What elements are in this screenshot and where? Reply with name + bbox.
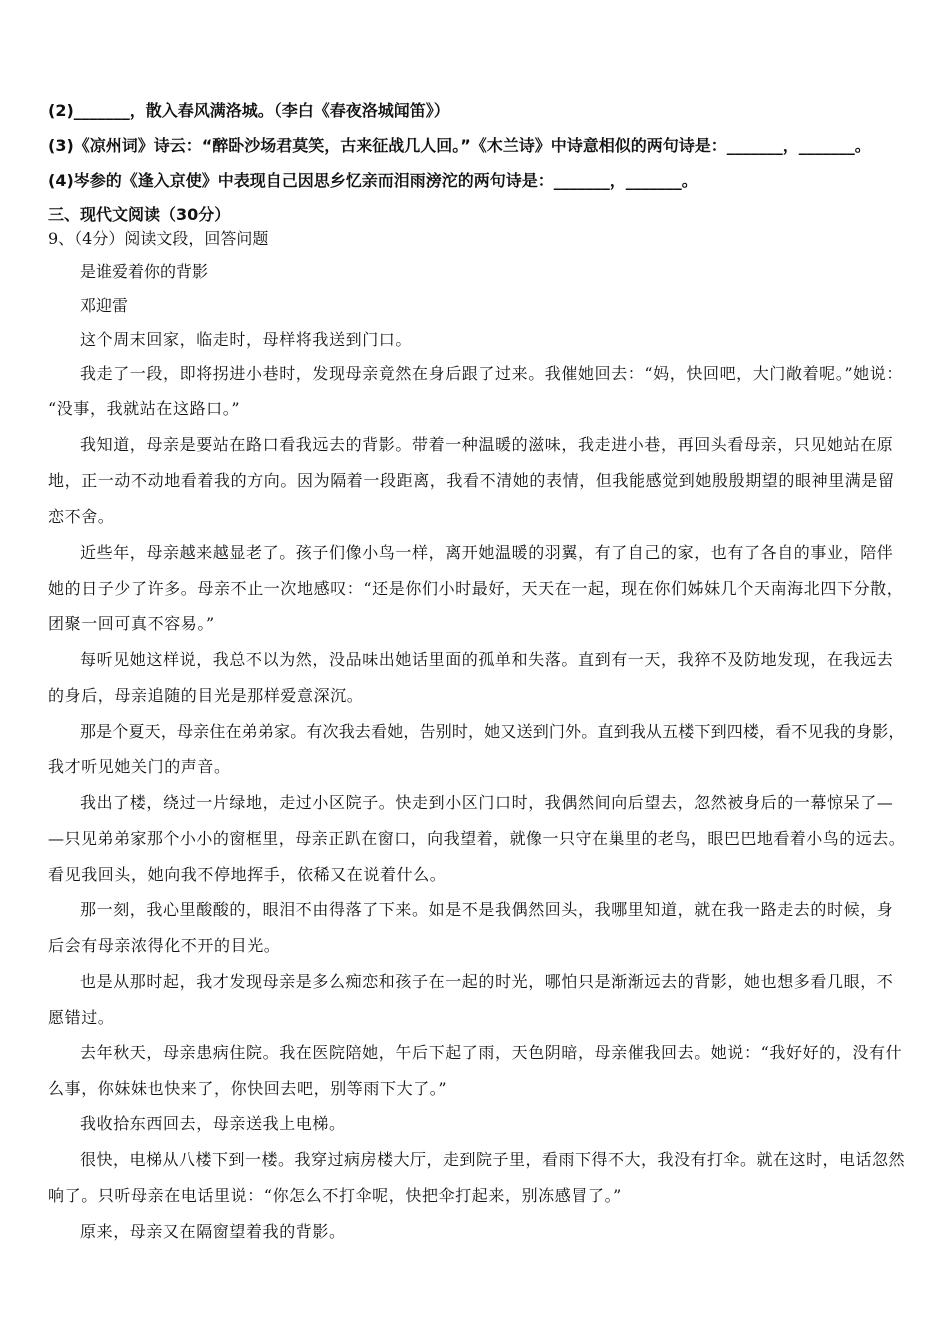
article-line: 我出了楼，绕过一片绿地，走过小区院子。快走到小区门口时，我偶然间向后望去，忽然被身后的一幕惊呆了—	[80, 793, 894, 812]
article-line: 我走了一段，即将拐进小巷时，发现母亲竟然在身后跟了过来。我催她回去：“妈，快回吧，大门敞着呢。”她说：	[80, 364, 903, 383]
article-line: 我知道，母亲是要站在路口看我远去的背影。带着一种温暖的滋味，我走进小巷，再回头看母亲，只见她站在原	[80, 435, 894, 454]
poem-question-3: (3)《凉州词》诗云：“醉卧沙场君莫笑，古来征战几人回。”《木兰诗》中诗意相似的两句诗是：_______，_______。	[48, 136, 871, 155]
article-line: 地，正一动不动地看着我的方向。因为隔着一段距离，我看不清她的表情，但我能感觉到她殷殷期望的眼神里满是留	[48, 471, 895, 490]
article-line: 么事，你妹妹也快来了，你快回去吧，别等雨下大了。”	[48, 1079, 448, 1098]
poem-question-4: (4)岑参的《逢入京使》中表现自己因思乡忆亲而泪雨滂沱的两句诗是：_______，_______。	[48, 171, 698, 190]
article-line: 我才听见她关门的声音。	[48, 757, 231, 776]
article-line: 也是从那时起，我才发现母亲是多么痴恋和孩子在一起的时光，哪怕只是渐渐远去的背影，她也想多看几眼，不	[80, 972, 894, 991]
article-title: 是谁爱着你的背影	[80, 262, 209, 281]
article-author: 邓迎雷	[80, 296, 129, 315]
article-line: 的身后，母亲追随的目光是那样爱意深沉。	[48, 686, 364, 705]
section-heading: 三、现代文阅读（30分）	[48, 205, 231, 224]
article-line: 恋不舍。	[48, 507, 115, 526]
article-line: 我收拾东西回去，母亲送我上电梯。	[80, 1114, 346, 1133]
article-line: —只见弟弟家那个小小的窗框里，母亲正趴在窗口，向我望着，就像一只守在巢里的老鸟，眼巴巴地看着小鸟的远去。	[48, 829, 906, 848]
article-line: “没事，我就站在这路口。”	[48, 399, 241, 418]
article-line: 那一刻，我心里酸酸的，眼泪不由得落了下来。如是不是我偶然回头，我哪里知道，就在我一路走去的时候，身	[80, 900, 894, 919]
article-line: 后会有母亲浓得化不开的目光。	[48, 936, 281, 955]
article-line: 愿错过。	[48, 1008, 115, 1027]
article-line: 那是个夏天，母亲住在弟弟家。有次我去看她，告别时，她又送到门外。直到我从五楼下到四楼，看不见我的身影，	[80, 722, 905, 741]
article-line: 响了。只听母亲在电话里说：“你怎么不打伞呢，快把伞打起来，别冻感冒了。”	[48, 1186, 622, 1205]
article-line: 团聚一回可真不容易。”	[48, 614, 215, 633]
article-line: 每听见她这样说，我总不以为然，没品味出她话里面的孤单和失落。直到有一天，我猝不及防地发现，在我远去	[80, 650, 894, 669]
article-line: 她的日子少了许多。母亲不止一次地感叹：“还是你们小时最好，天天在一起，现在你们姊妹几个天南海北四下分散，	[48, 579, 904, 598]
article-line: 看见我回头，她向我不停地挥手，依稀又在说着什么。	[48, 865, 447, 884]
question-prompt: 9、（4分）阅读文段，回答问题	[48, 229, 269, 248]
article-line: 很快，电梯从八楼下到一楼。我穿过病房楼大厅，走到院子里，看雨下得不大，我没有打伞。就在这时，电话忽然	[80, 1150, 906, 1169]
article-line: 去年秋天，母亲患病住院。我在医院陪她，午后下起了雨，天色阴暗，母亲催我回去。她说：“我好好的，没有什	[80, 1043, 903, 1062]
article-line: 这个周末回家，临走时，母样将我送到门口。	[80, 330, 413, 349]
article-line: 近些年，母亲越来越显老了。孩子们像小鸟一样，离开她温暖的羽翼，有了自己的家，也有了各自的事业，陪伴	[80, 543, 894, 562]
article-line: 原来，母亲又在隔窗望着我的背影。	[80, 1222, 346, 1241]
poem-question-2: (2)_______，散入春风满洛城。（李白《春夜洛城闻笛》）	[48, 101, 450, 120]
